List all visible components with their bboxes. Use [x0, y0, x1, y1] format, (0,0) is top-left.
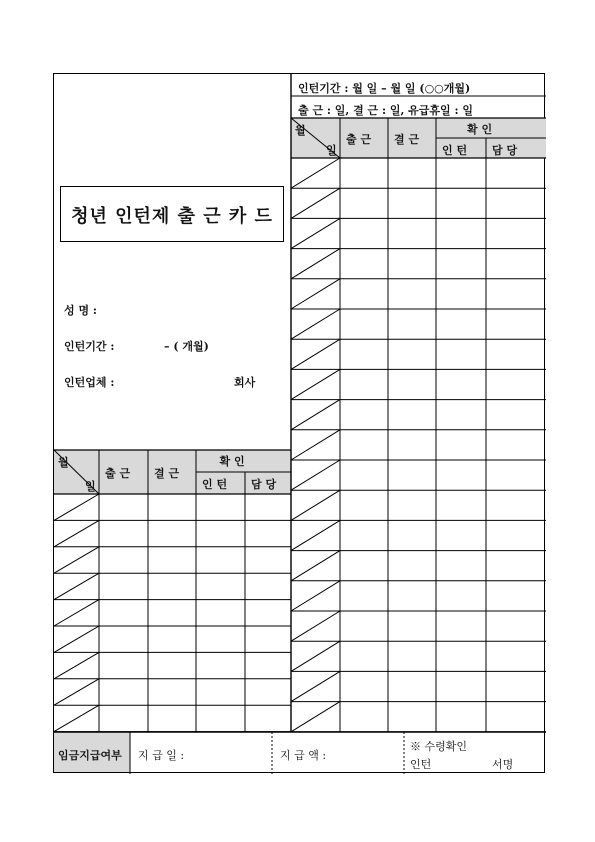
pay-label: 임금지급여부	[58, 749, 122, 762]
receipt-intern-label: 인턴	[410, 758, 432, 771]
left-table-work-label: 출 근	[105, 467, 131, 480]
left-table-date-diagonal	[54, 705, 99, 731]
left-table-date-diagonal	[54, 494, 99, 520]
right-table-intern-label: 인 턴	[442, 144, 468, 157]
right-table-date-diagonal	[291, 400, 340, 430]
left-table-day-label: 일	[85, 480, 96, 493]
left-table-date-diagonal	[54, 520, 99, 546]
right-table-date-diagonal	[291, 490, 340, 520]
right-table-date-diagonal	[291, 430, 340, 460]
right-table-date-diagonal	[291, 279, 340, 309]
left-table-absent-label: 결 근	[154, 467, 180, 480]
left-table-manager-label: 담 당	[251, 478, 277, 491]
pay-amount-label: 지 급 액 :	[280, 749, 327, 762]
right-table-work-label: 출 근	[346, 133, 372, 146]
right-table-absent-label: 결 근	[394, 133, 420, 146]
left-table-date-diagonal	[54, 573, 99, 599]
right-table-manager-label: 담 당	[492, 144, 518, 157]
right-table-date-diagonal	[291, 641, 340, 671]
right-table-date-diagonal	[291, 702, 340, 732]
right-table-date-diagonal	[291, 671, 340, 701]
left-table-intern-label: 인 턴	[202, 478, 228, 491]
left-table-date-diagonal	[54, 600, 99, 626]
company-value: 회사	[234, 376, 256, 389]
right-table-date-diagonal	[291, 309, 340, 339]
left-table-date-diagonal	[54, 547, 99, 573]
page-title: 청년 인턴제 출 근 카 드	[71, 206, 273, 227]
right-table-day-label: 일	[326, 144, 337, 157]
right-table-confirm-label: 확 인	[467, 123, 493, 136]
right-table-date-diagonal	[291, 369, 340, 399]
right-table-date-diagonal	[291, 339, 340, 369]
period-label: 인턴기간 :	[64, 340, 115, 353]
left-table-month-label: 월	[58, 456, 69, 469]
right-table-date-diagonal	[291, 551, 340, 581]
name-label: 성 명 :	[64, 304, 97, 317]
right-table-month-label: 월	[295, 124, 306, 137]
left-table-confirm-label: 확 인	[219, 455, 245, 468]
right-table-date-diagonal	[291, 581, 340, 611]
right-table-date-diagonal	[291, 460, 340, 490]
receipt-signature-label: 서명	[492, 758, 514, 771]
left-table-date-diagonal	[54, 626, 99, 652]
receipt-label: ※ 수령확인	[410, 740, 468, 753]
right-table-date-diagonal	[291, 188, 340, 218]
right-header-period: 인턴기간 : 월 일 – 월 일 (○○개월)	[298, 82, 471, 95]
right-header-summary: 출 근 : 일, 결 근 : 일, 유급휴일 : 일	[298, 104, 474, 117]
attendance-card	[53, 73, 545, 773]
right-table-date-diagonal	[291, 520, 340, 550]
right-table-date-diagonal	[291, 611, 340, 641]
right-table-date-diagonal	[291, 249, 340, 279]
form-grid	[54, 74, 546, 774]
company-label: 인턴업체 :	[64, 376, 115, 389]
period-value: – ( 개월)	[164, 340, 209, 353]
right-table-date-diagonal	[291, 158, 340, 188]
pay-date-label: 지 급 일 :	[138, 749, 185, 762]
left-table-date-diagonal	[54, 652, 99, 678]
left-table-date-diagonal	[54, 679, 99, 705]
right-table-date-diagonal	[291, 218, 340, 248]
